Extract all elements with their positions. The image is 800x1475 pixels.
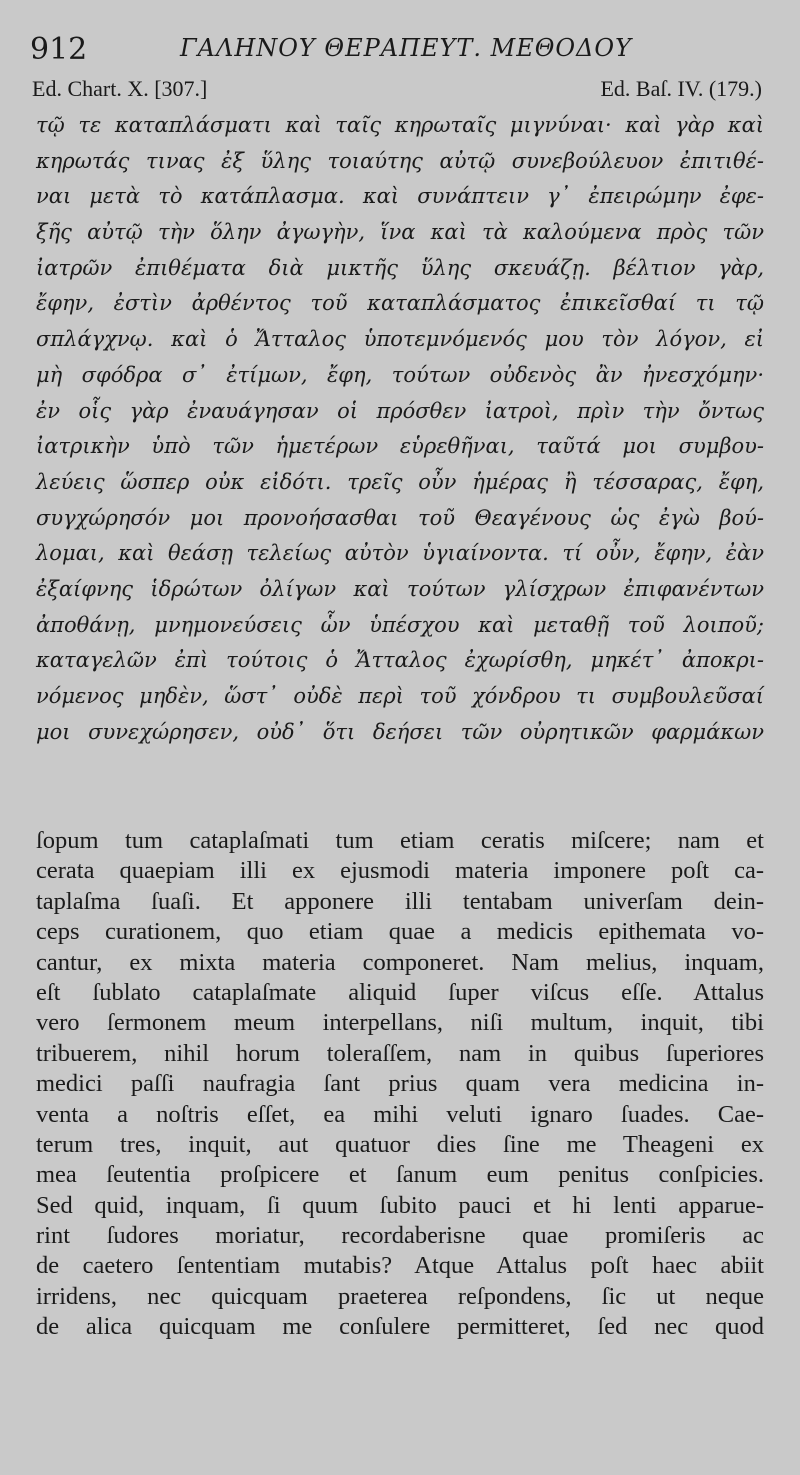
text-line: σπλάγχνῳ. καὶ ὁ Ἄτταλος ὑποτεμνόμενός μου τὸν λόγον, εἰ xyxy=(36,327,764,352)
running-title: ΓΑΛΗΝΟΥ ΘΕΡΑΠΕΥΤ. ΜΕΘΟΔΟΥ xyxy=(180,34,632,62)
page-header xyxy=(30,28,765,72)
text-line: vero ſermonem meum interpellans, niſi multum, inquit, tibi xyxy=(36,1009,764,1037)
text-line: cantur, ex mixta materia componeret. Nam melius, inquam, xyxy=(36,948,764,976)
text-line: ἐξαίφνης ἱδρώτων ὀλίγων καὶ τούτων γλίσχρων ἐπιφανέντων xyxy=(36,576,764,601)
text-line: ναι μετὰ τὸ κατάπλασμα. καὶ συνάπτειν γ᾽ ἐπειρώμην ἐφε- xyxy=(36,184,764,209)
text-line: λομαι, καὶ θεάσῃ τελείως αὐτὸν ὑγιαίνοντα. τί οὖν, ἔφην, ἐὰν xyxy=(36,541,764,566)
text-line: κηρωτάς τινας ἐξ ὕλης τοιαύτης αὐτῷ συνεβούλευον ἐπιτιθέ- xyxy=(36,148,764,173)
text-line: μὴ σφόδρα σ᾽ ἐτίμων, ἔφη, τούτων οὐδενὸς ἂν ἠνεσχόμην· xyxy=(36,362,764,387)
text-line: venta a noſtris eſſet, ea mihi veluti ignaro ſuades. Cae- xyxy=(36,1100,764,1128)
text-line: ἰατρικὴν ὑπὸ τῶν ἡμετέρων εὑρεθῆναι, ταῦτά μοι συμβου- xyxy=(36,434,764,459)
text-line: νόμενος μηδὲν, ὥστ᾽ οὐδὲ περὶ τοῦ χόνδρου τι συμβουλεῦσαί xyxy=(36,684,764,708)
text-line: medici paſſi naufragia ſant prius quam vera medicina in- xyxy=(36,1070,764,1098)
edition-basel: Ed. Baſ. IV. (179.) xyxy=(600,76,762,101)
text-line: de caetero ſententiam mutabis? Atque Attalus poſt haec abiit xyxy=(36,1252,764,1280)
page-number: 912 xyxy=(30,32,88,67)
text-line: tribuerem, nihil horum toleraſſem, nam in quibus ſuperiores xyxy=(36,1039,764,1067)
text-line: ceps curationem, quo etiam quae a medicis epithemata vo- xyxy=(36,918,764,946)
text-line: μοι συνεχώρησεν, οὐδ᾽ ὅτι δεήσει τῶν οὐρητικῶν φαρμάκων xyxy=(36,719,764,744)
text-line: cerata quaepiam illi ex ejusmodi materia imponere poſt ca- xyxy=(36,857,764,885)
text-line: ξῆς αὐτῷ τὴν ὅλην ἀγωγὴν, ἵνα καὶ τὰ καλούμενα πρὸς τῶν xyxy=(36,220,764,245)
text-line: terum tres, inquit, aut quatuor dies ſine me Theageni ex xyxy=(36,1130,764,1158)
text-line: ἔφην, ἐστὶν ἀρθέντος τοῦ καταπλάσματος ἐπικεῖσθαί τι τῷ xyxy=(36,291,764,316)
text-line: mea ſeutentia proſpicere et ſanum eum penitus conſpicies. xyxy=(36,1161,764,1189)
text-line: ἀποθάνῃ, μνημονεύσεις ὧν ὑπέσχου καὶ μεταθῇ τοῦ λοιποῦ; xyxy=(36,612,764,637)
text-line: rint ſudores moriatur, recordaberisne quae promiſeris ac xyxy=(36,1222,764,1250)
text-line: irridens, nec quicquam praeterea reſpondens, ſic ut neque xyxy=(36,1282,764,1310)
text-line: λεύεις ὥσπερ οὐκ εἰδότι. τρεῖς οὖν ἡμέρας ἢ τέσσαρας, ἔφη, xyxy=(36,469,764,494)
text-line: ἰατρῶν ἐπιθέματα διὰ μικτῆς ὕλης σκευάζῃ. βέλτιον γὰρ, xyxy=(36,255,764,280)
text-line: eſt ſublato cataplaſmate aliquid ſuper viſcus eſſe. Attalus xyxy=(36,978,764,1006)
text-line: taplaſma ſuaſi. Et apponere illi tentabam univerſam dein- xyxy=(36,887,764,915)
edition-references xyxy=(32,76,762,106)
text-line: καταγελῶν ἐπὶ τούτοις ὁ Ἄτταλος ἐχωρίσθη, μηκέτ᾽ ἀποκρι- xyxy=(36,648,764,673)
latin-text-block xyxy=(36,826,764,1343)
text-line: τῷ τε καταπλάσματι καὶ ταῖς κηρωταῖς μιγνύναι· καὶ γὰρ καὶ xyxy=(36,113,764,137)
text-line: ἐν οἷς γὰρ ἐναυάγησαν οἱ πρόσθεν ἰατροὶ, πρὶν τὴν ὄντως xyxy=(36,398,764,423)
text-line: de alica quicquam me conſulere permitteret, ſed nec quod xyxy=(36,1313,764,1341)
text-line: Sed quid, inquam, ſi quum ſubito pauci et hi lenti apparue- xyxy=(36,1191,764,1219)
text-line: ſopum tum cataplaſmati tum etiam ceratis miſcere; nam et xyxy=(36,827,764,854)
edition-chartier: Ed. Chart. X. [307.] xyxy=(32,76,208,101)
greek-text-block xyxy=(36,108,764,750)
text-line: συγχώρησόν μοι προνοήσασθαι τοῦ Θεαγένους ὡς ἐγὼ βού- xyxy=(36,505,764,530)
